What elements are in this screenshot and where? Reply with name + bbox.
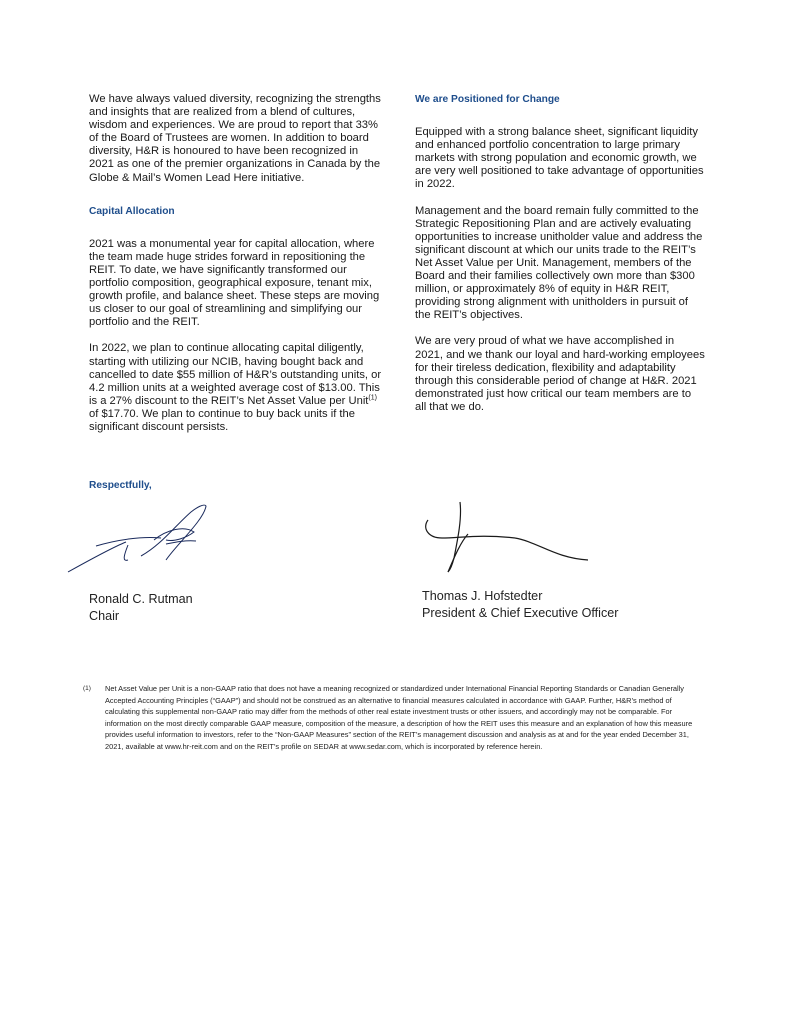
- diversity-paragraph: We have always valued diversity, recognizing the strengths and insights that are realized from a blend of cultures, wisdom and experiences. We are proud to report that 33% of the Board of Trustees are women. In addition to board diversity, H&R is honoured to have been recognized in 2021 as one of the premier organizations in Canada by the Globe & Mail’s Women Lead Here initiative.: [89, 93, 381, 184]
- footnote-text: Net Asset Value per Unit is a non-GAAP ratio that does not have a meaning recognized or standardized under International Financial Reporting Standards or Canadian Generally Accepted Accounting Principles (“GAAP”) and should not be construed as an alternative to financial measures calculated in accordance with GAAP. Further, H&R’s method of calculating this supplemental non-GAAP ratio may differ from the methods of other real estate investment trusts or other issuers, and accordingly may not be comparable. For information on the most directly comparable GAAP measure, composition of the measure, a description of how the REIT uses this measure and an explanation of how this measure provides useful information to investors, refer to the “Non-GAAP Measures” section of the REIT’s management discussion and analysis as at and for the year ended December 31, 2021, available at www.hr-reit.com and on the REIT’s profile on SEDAR at www.sedar.com, which is incorporated by reference herein.: [105, 684, 693, 751]
- signatory-name: Thomas J. Hofstedter: [422, 589, 543, 603]
- signatory-title: President & Chief Executive Officer: [422, 606, 619, 620]
- footnote-reference: (1): [368, 394, 377, 402]
- positioned-paragraph-1: Equipped with a strong balance sheet, significant liquidity and enhanced portfolio concentration to large primary markets with strong population and economic growth, we are very well positioned to take advantage of opportunities in 2022.: [415, 126, 704, 191]
- positioned-for-change-heading: We are Positioned for Change: [415, 94, 560, 105]
- capital-p2-text-b: of $17.70. We plan to continue to buy back units if the significant discount persists.: [89, 407, 355, 433]
- capital-allocation-heading: Capital Allocation: [89, 205, 175, 217]
- capital-allocation-paragraph-2: [89, 342, 384, 434]
- capital-p2-text-a: In 2022, we plan to continue allocating capital diligently, starting with utilizing our NCIB, having bought back and cancelled to date $55 million of H&R’s outstanding units, or 4.2 million units at a weighted average cost of $13.00. This is a 27% discount to the REIT’s Net Asset Value per Unit: [89, 342, 382, 407]
- footnote: [83, 683, 693, 753]
- signatory-name: Ronald C. Rutman: [89, 592, 193, 606]
- signatory-hofstedter: [422, 588, 618, 622]
- signature-rutman: [66, 500, 226, 580]
- signatory-rutman: [89, 591, 193, 625]
- right-column: [415, 93, 705, 414]
- positioned-paragraph-3: We are very proud of what we have accomplished in 2021, and we thank our loyal and hard-working employees for their tireless dedication, flexibility and adaptability through this considerable period of change at H&R. 2021 demonstrated just how critical our team members are to all that we do.: [415, 335, 705, 413]
- left-column: [89, 93, 384, 434]
- signature-hofstedter: [420, 498, 595, 578]
- capital-allocation-paragraph-1: 2021 was a monumental year for capital allocation, where the team made huge strides forward in repositioning the REIT. To date, we have significantly transformed our portfolio composition, geographical exposure, tenant mix, growth profile, and balance sheet. These steps are moving us closer to our goal of streamlining and simplifying our portfolio and the REIT.: [89, 237, 380, 329]
- signatory-title: Chair: [89, 609, 120, 623]
- positioned-paragraph-2: Management and the board remain fully committed to the Strategic Repositioning Plan and are actively evaluating opportunities to increase unitholder value and address the significant discount at which our units trade to the REIT’s Net Asset Value per Unit. Management, members of the Board and their families collectively own more than $300 million, or approximately 8% of equity in H&R REIT, providing strong alignment with unitholders in pursuit of the REIT’s objectives.: [415, 204, 703, 322]
- footnote-marker: (1): [83, 685, 91, 692]
- closing-salutation: Respectfully,: [89, 480, 152, 491]
